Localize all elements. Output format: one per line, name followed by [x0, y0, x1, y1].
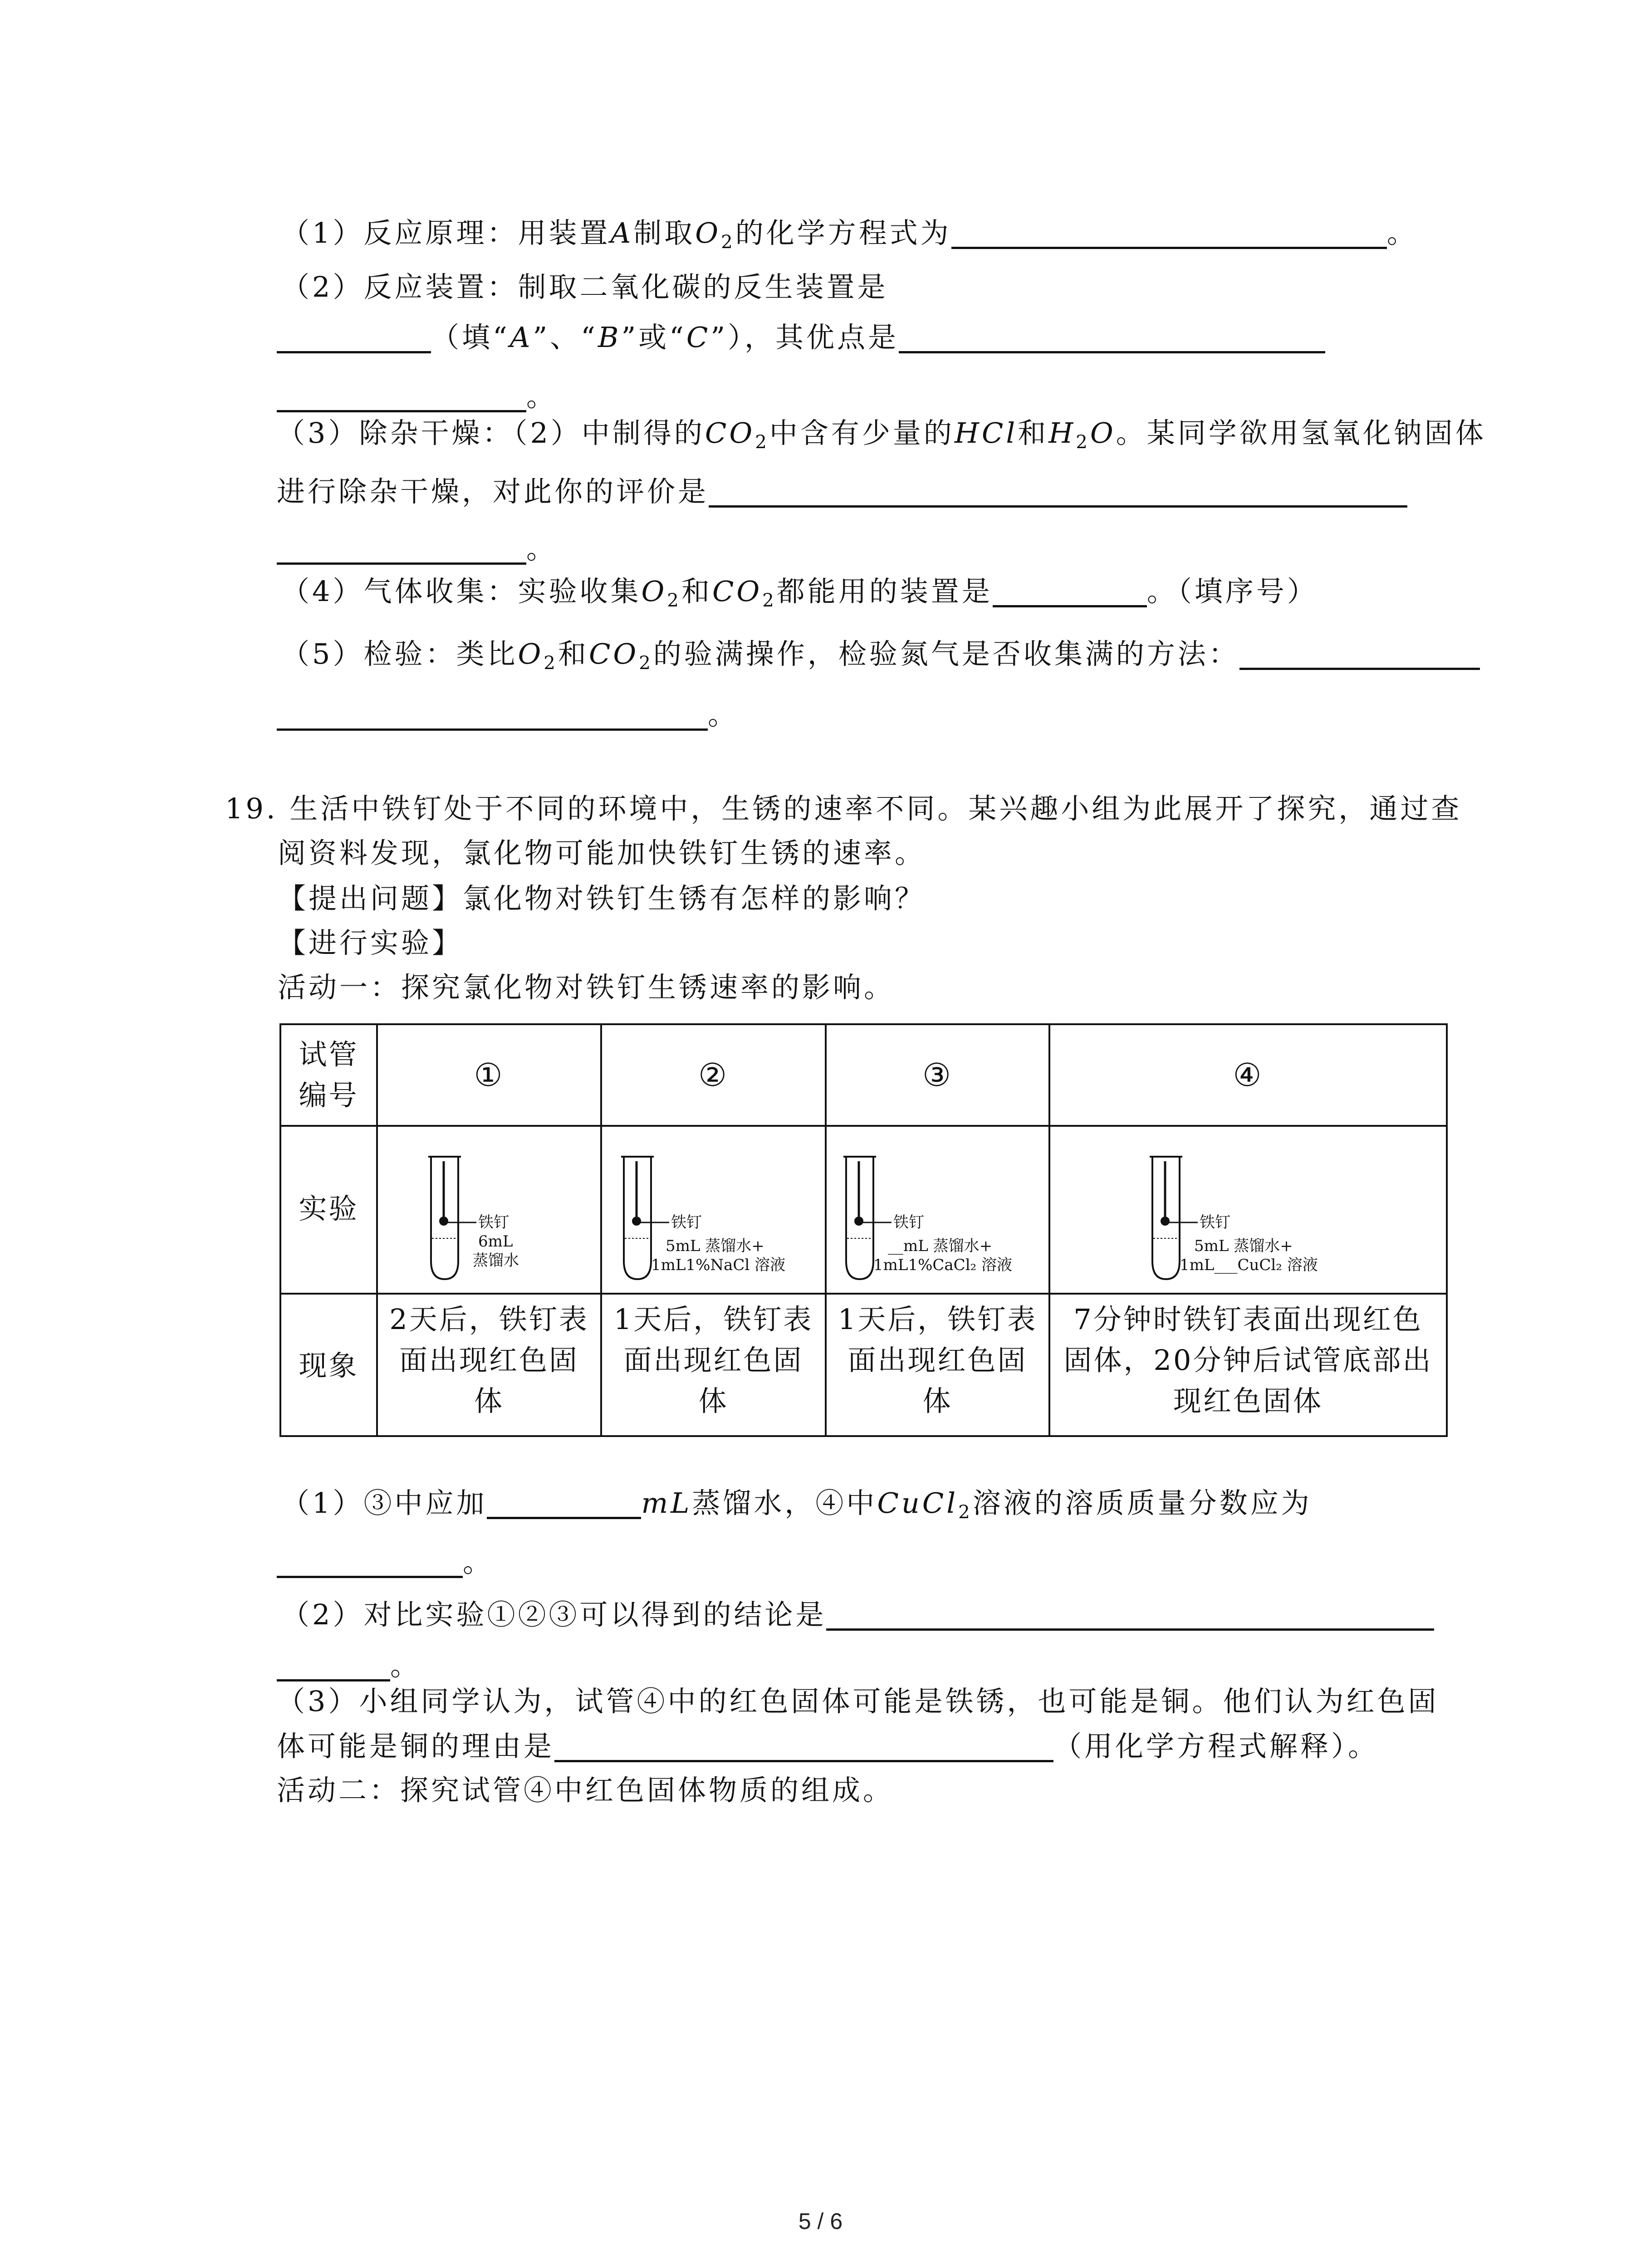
- answer-blank[interactable]: [554, 1732, 1053, 1762]
- text: 体可能是铜的理由是: [277, 1730, 555, 1763]
- subscript: 2: [755, 431, 769, 453]
- text: 2天后，铁钉表: [389, 1303, 589, 1336]
- test-tube-diagram-2: [615, 1134, 823, 1288]
- subscript: 2: [544, 652, 558, 674]
- page-number: 5 / 6: [798, 2209, 843, 2234]
- test-tube-diagram-3: [837, 1134, 1046, 1288]
- nail-head: [632, 1217, 641, 1226]
- table-rule: [281, 1125, 1446, 1127]
- text: ”、“: [533, 321, 598, 354]
- q18-part5-line2: [277, 700, 739, 731]
- nail-head: [439, 1217, 448, 1226]
- tube-number: ②: [698, 1056, 729, 1094]
- text: 和: [681, 575, 712, 608]
- q19-activity2: 活动二：探究试管④中红色固体物质的组成。: [277, 1774, 894, 1807]
- text: 面出现红色固: [399, 1344, 579, 1377]
- formula: CO: [588, 637, 639, 670]
- liquid-label: 1mL1%NaCl 溶液: [651, 1256, 786, 1274]
- text: 编号: [299, 1079, 359, 1112]
- text: （1）③中应加: [281, 1486, 487, 1520]
- text: 面出现红色固: [847, 1344, 1028, 1377]
- subscript: 2: [667, 590, 681, 611]
- nail-label: 铁钉: [671, 1213, 702, 1232]
- subscript: 2: [762, 590, 777, 611]
- phenomenon-cell-2: [602, 1299, 825, 1422]
- text: A: [509, 321, 533, 354]
- q19-part1-line2: [277, 1545, 494, 1579]
- test-tube-diagram-4: [1143, 1134, 1352, 1288]
- text: 。: [708, 698, 739, 731]
- text: 1天后，铁钉表: [613, 1303, 813, 1336]
- text: 。: [390, 1649, 421, 1682]
- q19-part2-line1: [281, 1600, 1434, 1631]
- text: 体: [698, 1384, 729, 1418]
- text: 7分钟时铁钉表面出现红色: [1073, 1303, 1423, 1336]
- text: （1）反应原理：用装置: [281, 216, 611, 249]
- text: 蒸馏水，④中: [692, 1486, 877, 1520]
- text: 进行除杂干燥，对此你的评价是: [277, 475, 709, 508]
- text: （用化学方程式解释）。: [1053, 1730, 1379, 1763]
- text: ”或“: [621, 321, 686, 354]
- text: 试管: [299, 1038, 359, 1071]
- answer-blank[interactable]: [951, 219, 1387, 249]
- liquid-label: 6mL: [478, 1232, 513, 1251]
- phenomenon-cell-3: [827, 1299, 1048, 1422]
- liquid-label: 5mL 蒸馏水+: [1194, 1237, 1293, 1255]
- row-header-phenomenon: 现象: [299, 1349, 359, 1382]
- text: 的化学方程式为: [735, 216, 951, 249]
- tube-number: ③: [922, 1056, 953, 1094]
- q18-part3-line1: [277, 416, 1486, 453]
- q19-part3-line2: [277, 1732, 1379, 1762]
- text: 的验满操作，检验氮气是否收集满的方法：: [653, 637, 1239, 670]
- text: ”），其优点是: [710, 321, 899, 354]
- text: 面出现红色固: [623, 1344, 803, 1377]
- table-rule: [281, 1293, 1446, 1295]
- text: 体: [922, 1384, 953, 1418]
- formula: O: [1090, 416, 1116, 450]
- text: 。某同学欲用氢氧化钠固体: [1116, 416, 1486, 450]
- text: 中含有少量的: [769, 416, 955, 450]
- liquid-label: 蒸馏水: [473, 1251, 519, 1270]
- text: 都能用的装置是: [776, 575, 993, 608]
- row-header-tube: [281, 1034, 376, 1116]
- text: 。: [1386, 216, 1418, 249]
- row-header-experiment: 实验: [299, 1192, 359, 1225]
- q18-part2-line1: （2）反应装置：制取二氧化碳的反生装置是: [281, 270, 888, 303]
- liquid-label: __mL 蒸馏水+: [888, 1237, 993, 1255]
- q19-activity1: 活动一：探究氯化物对铁钉生锈速率的影响。: [278, 971, 895, 1004]
- q18-part1: [281, 216, 1418, 253]
- text: 溶液的溶质质量分数应为: [972, 1486, 1312, 1520]
- nail-label: 铁钉: [478, 1213, 509, 1232]
- text: 现红色固体: [1173, 1384, 1323, 1418]
- text: 。: [526, 532, 558, 565]
- text: C: [686, 321, 711, 354]
- nail-head: [854, 1217, 863, 1226]
- text: 制取: [633, 216, 696, 249]
- text: 固体，20分钟后试管底部出: [1063, 1344, 1433, 1377]
- q19-question: 【提出问题】氯化物对铁钉生锈有怎样的影响？: [278, 882, 926, 915]
- nail-head: [1161, 1217, 1170, 1226]
- question-number: 19.: [225, 792, 278, 825]
- subscript: 2: [958, 1501, 973, 1523]
- answer-blank[interactable]: [993, 577, 1147, 607]
- q19-part3-line1: （3）小组同学认为，试管④中的红色固体可能是铁锈，也可能是铜。他们认为红色固: [277, 1685, 1439, 1718]
- q19-intro-line1: [225, 792, 1462, 825]
- nail-label: 铁钉: [1200, 1213, 1230, 1232]
- liquid-label: 1mL___CuCl₂ 溶液: [1180, 1256, 1318, 1274]
- text: 。: [463, 1545, 494, 1579]
- tube-number: ①: [474, 1056, 505, 1094]
- tube-number: ④: [1233, 1056, 1264, 1094]
- q19-part2-line2: [277, 1651, 421, 1681]
- text: B: [598, 321, 622, 354]
- text: 。（填序号）: [1146, 575, 1318, 608]
- text: （填“: [431, 321, 510, 354]
- text: （3）除杂干燥：（2）中制得的: [277, 416, 705, 450]
- answer-blank[interactable]: [826, 1600, 1434, 1631]
- answer-blank[interactable]: [277, 1651, 390, 1681]
- text: 。: [526, 380, 558, 413]
- q19-part1-line1: [281, 1486, 1312, 1523]
- answer-blank[interactable]: [277, 1548, 463, 1578]
- test-tube-diagram-1: [422, 1134, 576, 1288]
- text: 生活中铁钉处于不同的环境中，生锈的速率不同。某兴趣小组为此展开了探究，通过查: [289, 792, 1462, 825]
- answer-blank[interactable]: [487, 1489, 641, 1519]
- text: （4）气体收集：实验收集: [281, 575, 642, 608]
- answer-blank[interactable]: [899, 323, 1325, 353]
- answer-blank[interactable]: [1239, 640, 1480, 670]
- text: A: [610, 216, 634, 249]
- answer-blank[interactable]: [277, 382, 526, 412]
- text: 和: [558, 637, 589, 670]
- answer-blank[interactable]: [277, 700, 708, 731]
- q19-experiment: 【进行实验】: [278, 926, 463, 959]
- liquid-label: 1mL1%CaCl₂ 溶液: [873, 1256, 1012, 1274]
- formula: CuCl: [877, 1486, 959, 1520]
- subscript: 2: [721, 231, 735, 253]
- q18-part2-line2: [277, 323, 1325, 353]
- answer-blank[interactable]: [277, 323, 431, 353]
- answer-blank[interactable]: [709, 477, 1407, 508]
- q19-intro-line2: 阅资料发现，氯化物可能加快铁钉生锈的速率。: [278, 836, 926, 870]
- q18-part3-line3: [277, 534, 557, 565]
- formula: CO: [705, 416, 755, 450]
- text: 1天后，铁钉表: [838, 1303, 1038, 1336]
- formula: O: [695, 216, 721, 249]
- text: （2）对比实验①②③可以得到的结论是: [281, 1598, 827, 1631]
- phenomenon-cell-1: [378, 1299, 600, 1422]
- formula: O: [641, 575, 667, 608]
- formula: O: [518, 637, 544, 670]
- liquid-label: 5mL 蒸馏水+: [666, 1237, 764, 1255]
- text: 体: [474, 1384, 504, 1418]
- subscript: 2: [1076, 431, 1090, 453]
- formula: HCl: [954, 416, 1018, 450]
- phenomenon-cell-4: [1050, 1299, 1446, 1422]
- q18-part3-line2: [277, 477, 1407, 508]
- q18-part2-line3: [277, 382, 557, 412]
- q18-part5-line1: [281, 637, 1480, 674]
- unit: mL: [641, 1486, 692, 1520]
- nail-label: 铁钉: [893, 1213, 924, 1232]
- text: （5）检验：类比: [281, 637, 518, 670]
- text: 和: [1018, 416, 1049, 450]
- q18-part4: [281, 575, 1318, 611]
- formula: CO: [712, 575, 763, 608]
- answer-blank[interactable]: [277, 534, 526, 565]
- experiment-table: [279, 1023, 1448, 1437]
- subscript: 2: [639, 652, 653, 674]
- formula: H: [1048, 416, 1076, 450]
